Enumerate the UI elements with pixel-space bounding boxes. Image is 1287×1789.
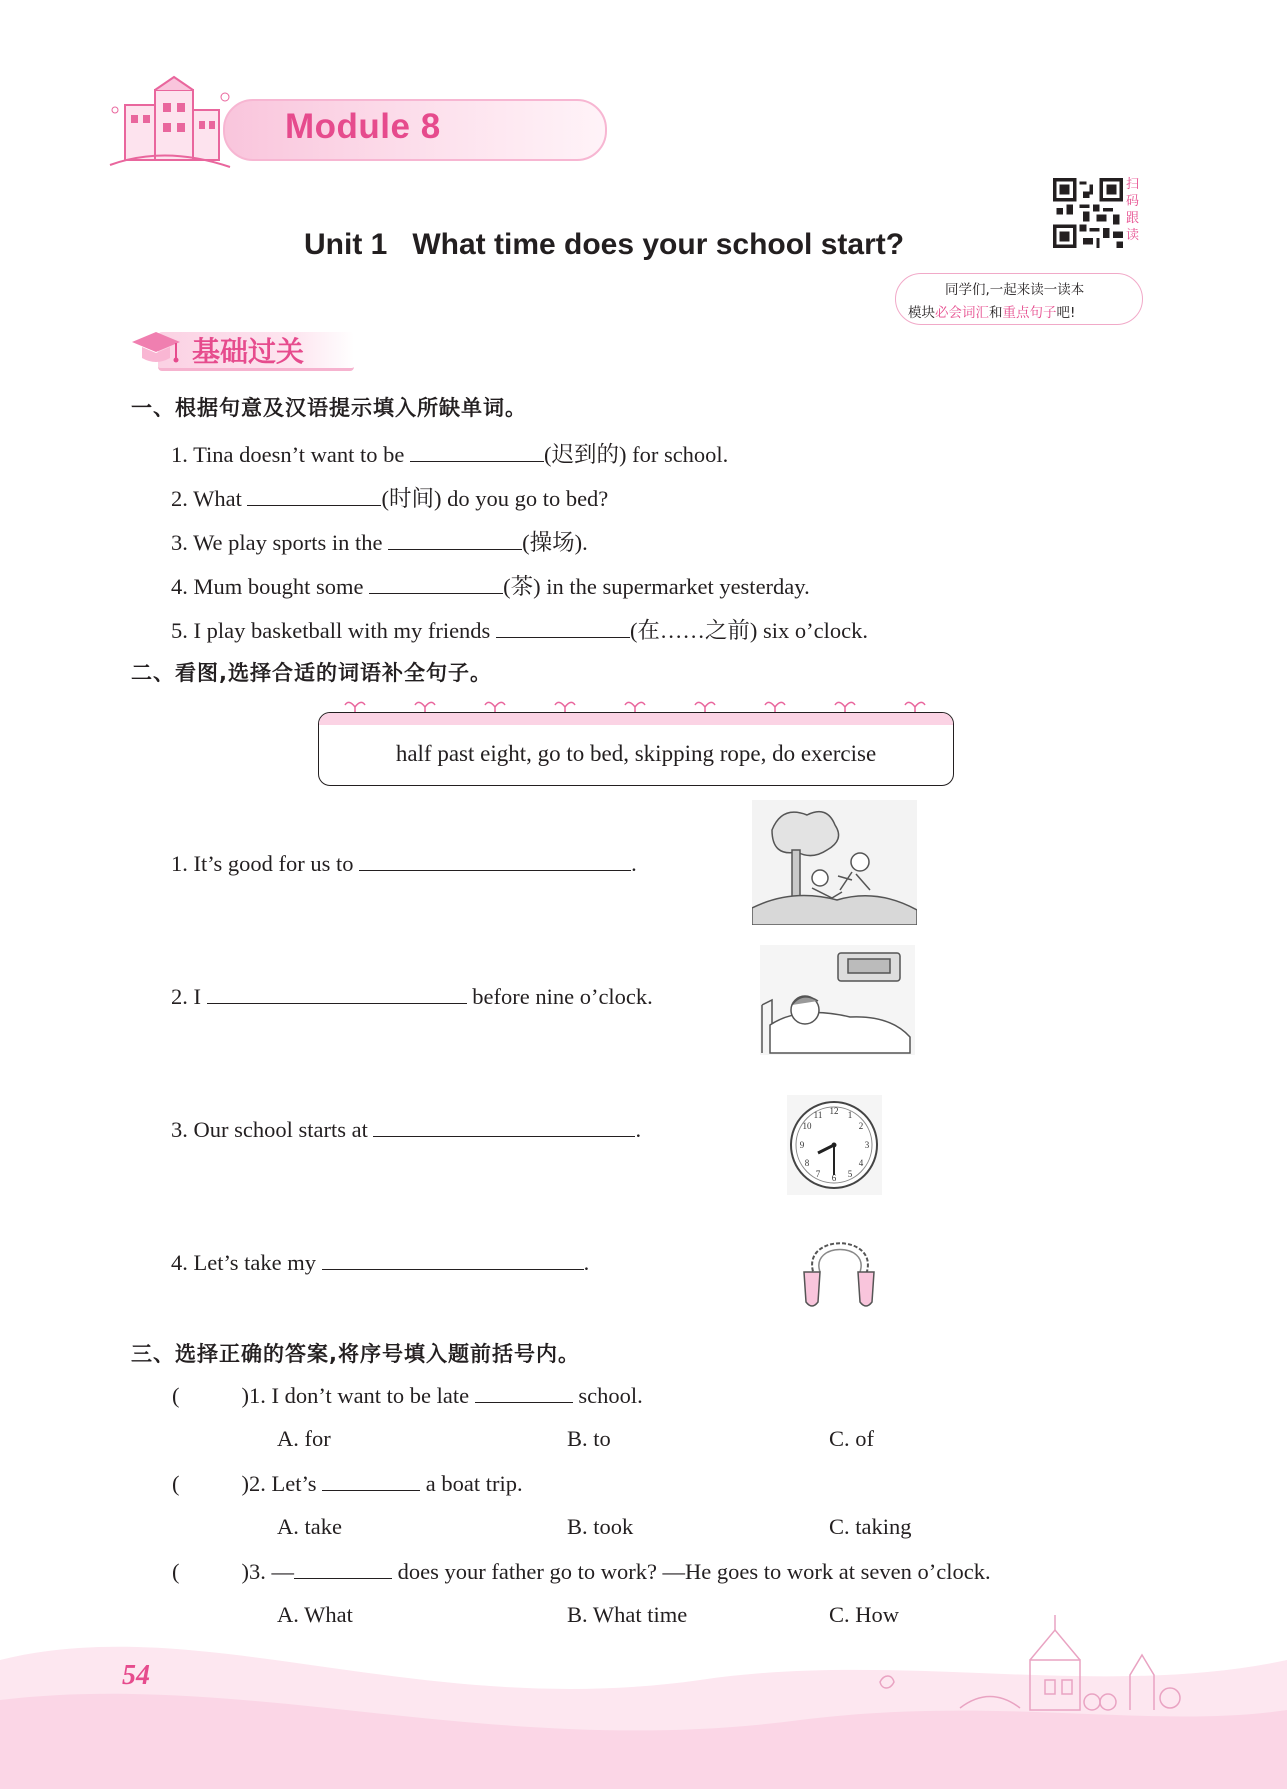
svg-text:8: 8 — [804, 1158, 810, 1168]
word-bank-list: half past eight, go to bed, skipping rope, do exercise — [395, 741, 877, 766]
answer-blank[interactable] — [322, 1249, 584, 1270]
part3-option: B. to — [567, 1426, 611, 1451]
answer-blank[interactable] — [475, 1382, 573, 1403]
clock-picture — [787, 1095, 882, 1195]
module-title: Module 8 — [285, 107, 441, 146]
part2-item-3: 3. Our school starts at . — [171, 1117, 642, 1142]
svg-text:1: 1 — [847, 1110, 853, 1120]
part3-option: C. How — [829, 1602, 900, 1627]
word-bank-box — [318, 712, 954, 786]
exercise-picture — [752, 800, 917, 925]
part2-item-4: 4. Let’s take my . — [171, 1250, 590, 1275]
unit-title: Unit 1 What time does your school start? — [304, 228, 905, 261]
bedtime-picture — [760, 945, 915, 1055]
part3-item-1: ( )1. I don’t want to be late school. — [172, 1383, 643, 1408]
svg-text:10: 10 — [802, 1121, 812, 1131]
answer-blank[interactable] — [496, 617, 630, 638]
svg-text:12: 12 — [829, 1106, 839, 1116]
module-banner — [105, 95, 505, 167]
part3-option: A. take — [277, 1514, 342, 1539]
part3-option: B. took — [567, 1514, 634, 1539]
answer-blank[interactable] — [388, 529, 522, 550]
part2-item-1: 1. It’s good for us to . — [171, 851, 637, 876]
page-number: 54 — [122, 1660, 150, 1691]
part3-option: A. What — [277, 1602, 353, 1627]
answer-blank[interactable] — [359, 850, 631, 871]
answer-blank[interactable] — [410, 441, 544, 462]
answer-blank[interactable] — [373, 1116, 635, 1137]
part3-item-3: ( )3. — does your father go to work? —He goes to work at seven o’clock. — [172, 1559, 991, 1584]
part3-item-2: ( )2. Let’s a boat trip. — [172, 1471, 523, 1496]
qr-label: 扫码跟读 — [1126, 177, 1140, 243]
part2-heading: 二、看图,选择合适的词语补全句子。 — [131, 661, 492, 685]
svg-text:9: 9 — [799, 1140, 805, 1150]
part3-heading: 三、选择正确的答案,将序号填入题前括号内。 — [131, 1342, 580, 1366]
part1-item-1: 1. Tina doesn’t want to be (迟到的) for school. — [171, 442, 729, 467]
svg-text:7: 7 — [815, 1169, 821, 1179]
part3-option: C. of — [829, 1426, 874, 1451]
svg-text:11: 11 — [813, 1110, 823, 1120]
section-title: 基础过关 — [192, 335, 305, 368]
svg-text:3: 3 — [864, 1140, 870, 1150]
bubble-line-1: 同学们,一起来读一读本 — [945, 282, 1085, 298]
answer-blank[interactable] — [247, 485, 381, 506]
skipping-rope-picture — [790, 1222, 890, 1312]
answer-blank[interactable] — [322, 1470, 420, 1491]
part1-item-4: 4. Mum bought some (茶) in the supermarket yesterday. — [171, 574, 810, 599]
answer-blank[interactable] — [369, 573, 503, 594]
svg-text:2: 2 — [858, 1121, 864, 1131]
part1-heading: 一、根据句意及汉语提示填入所缺单词。 — [131, 396, 527, 420]
answer-blank[interactable] — [207, 983, 467, 1004]
part1-item-5: 5. I play basketball with my friends (在……之前) six o’clock. — [171, 618, 869, 643]
qr-code-icon[interactable] — [1053, 178, 1123, 248]
answer-blank[interactable] — [294, 1558, 392, 1579]
school-building-icon — [105, 75, 240, 175]
part1-item-2: 2. What (时间) do you go to bed? — [171, 486, 609, 511]
svg-text:6: 6 — [831, 1173, 837, 1183]
part2-item-2: 2. I before nine o’clock. — [171, 984, 653, 1009]
svg-text:4: 4 — [858, 1158, 864, 1168]
part3-option: B. What time — [567, 1602, 688, 1627]
part3-option: A. for — [277, 1426, 331, 1451]
section-badge — [128, 324, 358, 374]
part3-option: C. taking — [829, 1514, 912, 1539]
part1-item-3: 3. We play sports in the (操场). — [171, 530, 588, 555]
svg-text:5: 5 — [847, 1169, 853, 1179]
bubble-line-2: 模块必会词汇和重点句子吧! — [908, 305, 1076, 321]
graduation-cap-icon — [128, 326, 184, 372]
